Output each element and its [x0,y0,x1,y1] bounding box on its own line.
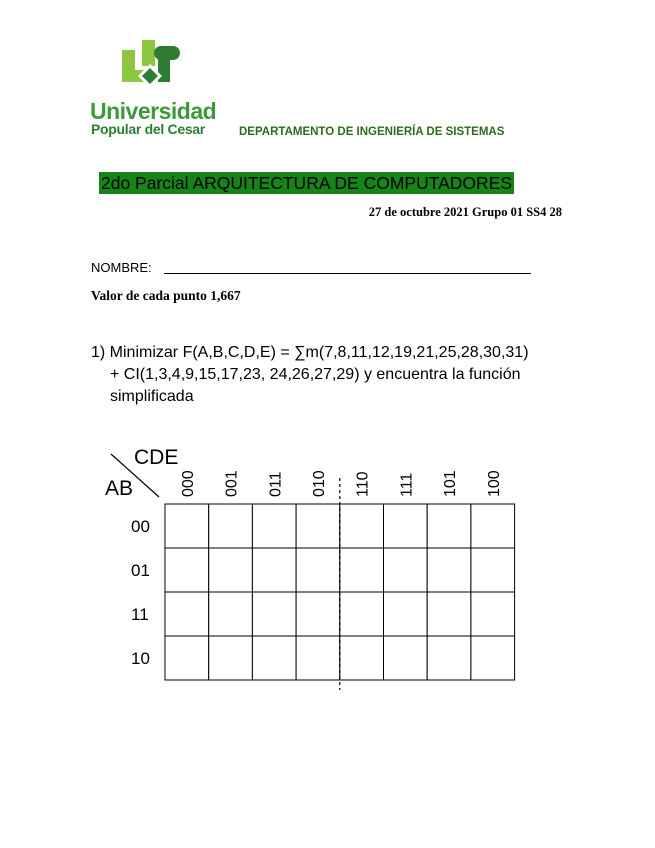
kmap-col-label: 000 [179,470,197,497]
kmap-cell[interactable] [340,636,384,680]
kmap-cell[interactable] [427,504,471,548]
department-title: DEPARTAMENTO DE INGENIERÍA DE SISTEMAS [239,126,505,138]
kmap-cell[interactable] [427,548,471,592]
kmap-row-label: 11 [131,605,149,624]
kmap-cell[interactable] [296,592,340,636]
kmap-cell[interactable] [165,504,209,548]
kmap-cell[interactable] [165,592,209,636]
kmap-col-label: 101 [442,470,460,497]
kmap-cell[interactable] [165,548,209,592]
kmap-cell[interactable] [165,636,209,680]
kmap-row-label: 01 [131,561,150,580]
kmap-cell[interactable] [384,592,428,636]
kmap-row-label: 00 [131,517,150,536]
kmap-cell[interactable] [427,592,471,636]
exam-date-group: 27 de octubre 2021 Grupo 01 SS4 28 [368,205,562,219]
kmap-cell[interactable] [340,592,384,636]
question-1-line-1: 1) Minimizar F(A,B,C,D,E) = ∑m(7,8,11,12,19,21,25,28,30,31) [91,344,529,361]
kmap-col-label: 110 [354,471,372,497]
kmap-cell[interactable] [340,504,384,548]
university-name: Universidad [90,98,217,124]
kmap-cell[interactable] [296,504,340,548]
question-1-line-3: simplificada [110,388,194,405]
kmap-cell[interactable] [384,548,428,592]
kmap-col-label: 010 [310,470,328,497]
kmap-row-label: 10 [131,649,150,668]
kmap-cell[interactable] [471,636,515,680]
kmap-row-var: AB [105,477,134,500]
kmap-cell[interactable] [296,548,340,592]
kmap-cell[interactable] [471,592,515,636]
kmap-cell[interactable] [252,548,296,592]
university-subtitle: Popular del Cesar [91,121,205,137]
kmap-cell[interactable] [209,548,253,592]
kmap-cell[interactable] [384,636,428,680]
kmap-cell[interactable] [471,548,515,592]
kmap-cell[interactable] [296,636,340,680]
kmap-cell[interactable] [209,504,253,548]
points-value: Valor de cada punto 1,667 [91,288,241,303]
kmap-cell[interactable] [209,592,253,636]
name-label: NOMBRE: [91,260,152,275]
kmap-cell[interactable] [427,636,471,680]
kmap-cell[interactable] [209,636,253,680]
kmap-col-label: 001 [223,470,241,497]
kmap-cell[interactable] [384,504,428,548]
kmap-col-label: 011 [267,471,285,497]
kmap-col-label: 100 [485,470,503,497]
kmap-col-label: 111 [398,472,416,497]
kmap-cell[interactable] [252,636,296,680]
exam-title: 2do Parcial ARQUITECTURA DE COMPUTADORES [101,173,513,193]
question-1-line-2: + CI(1,3,4,9,15,17,23, 24,26,27,29) y encuentra la función [110,366,521,383]
kmap-cell[interactable] [471,504,515,548]
kmap-cell[interactable] [340,548,384,592]
kmap-cell[interactable] [252,592,296,636]
kmap-cell[interactable] [252,504,296,548]
kmap-col-var: CDE [134,446,179,469]
